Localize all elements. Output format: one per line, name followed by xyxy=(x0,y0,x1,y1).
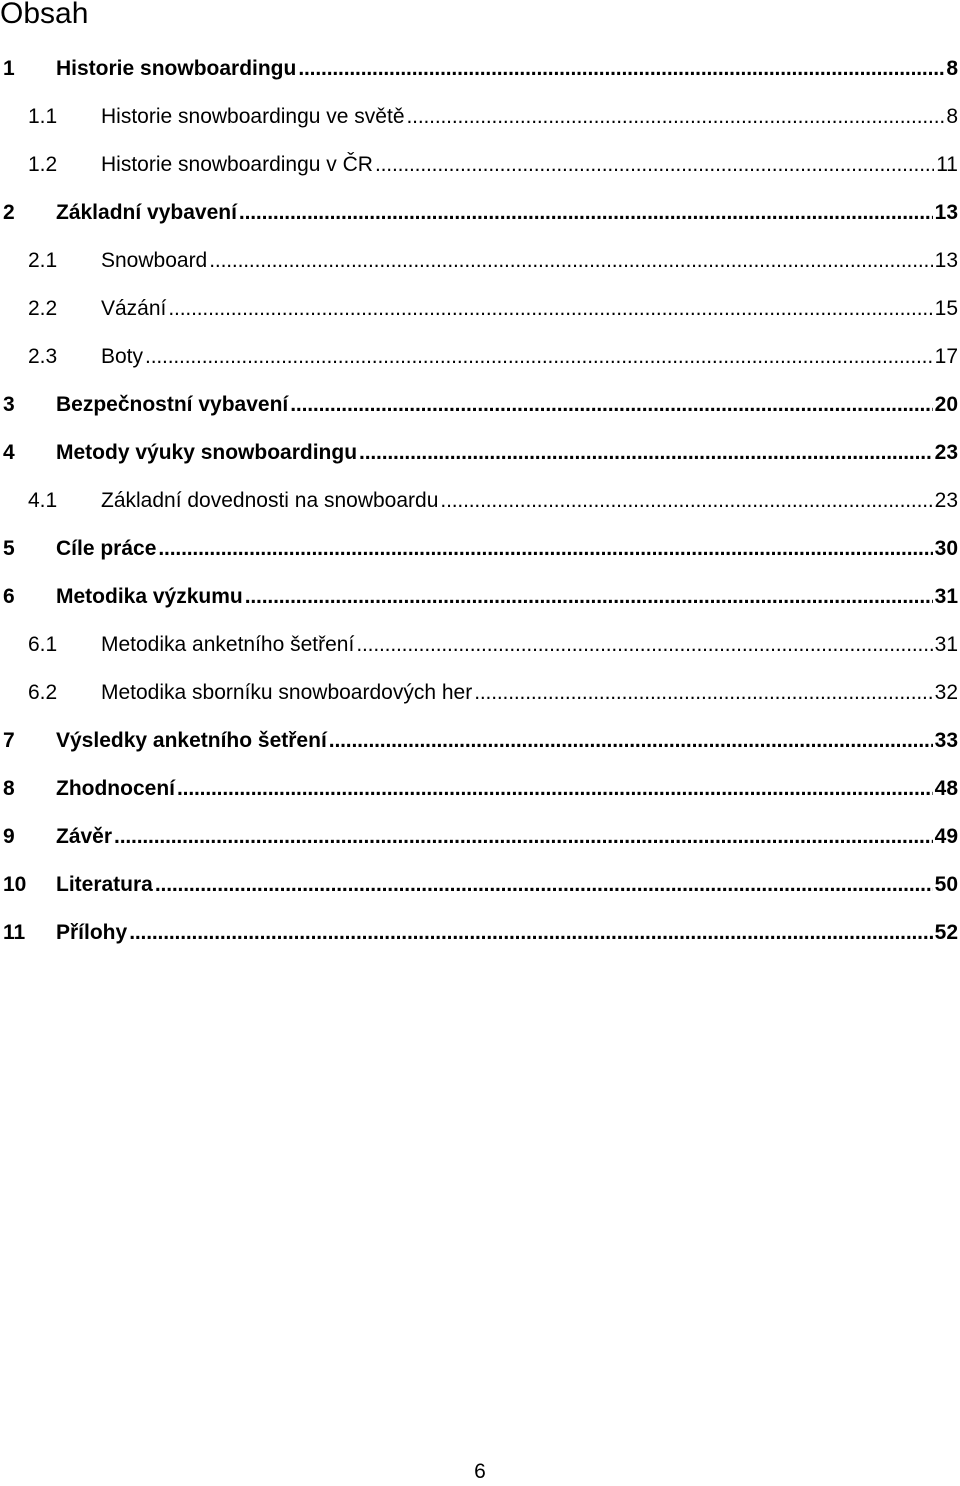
toc-dot-leader xyxy=(155,861,933,909)
toc-entry-page: 15 xyxy=(934,297,958,320)
toc-dot-leader xyxy=(145,333,933,381)
toc-entry-6[interactable] xyxy=(0,573,958,621)
toc-entry-number: 2 xyxy=(3,201,15,224)
toc-entry-title: Historie snowboardingu xyxy=(56,57,297,80)
toc-entry-page: 8 xyxy=(946,105,958,128)
toc-entry-page: 11 xyxy=(936,153,958,176)
toc-entry-title: Vázání xyxy=(101,297,167,320)
toc-entry-number: 2.1 xyxy=(28,249,58,272)
toc-entry-page: 20 xyxy=(934,393,958,416)
toc-dot-leader xyxy=(359,429,933,477)
toc-entry-title: Základní dovednosti na snowboardu xyxy=(101,489,439,512)
toc-entry-page: 31 xyxy=(934,585,958,608)
toc-entry-number: 1.1 xyxy=(28,105,58,128)
toc-dot-leader xyxy=(168,285,932,333)
table-of-contents xyxy=(0,45,960,957)
toc-entry-title: Cíle práce xyxy=(56,537,157,560)
toc-entry-1[interactable] xyxy=(0,45,958,93)
toc-entry-title: Metodika anketního šetření xyxy=(101,633,355,656)
toc-entry-number: 9 xyxy=(3,825,15,848)
toc-dot-leader xyxy=(114,813,933,861)
toc-entry-page: 49 xyxy=(934,825,958,848)
toc-dot-leader xyxy=(239,189,933,237)
toc-dot-leader xyxy=(407,93,945,141)
toc-entry-page: 30 xyxy=(934,537,958,560)
toc-entry-4[interactable] xyxy=(0,429,958,477)
toc-entry-8[interactable] xyxy=(0,765,958,813)
toc-entry-number: 6.1 xyxy=(28,633,58,656)
toc-entry-number: 6 xyxy=(3,585,15,608)
toc-dot-leader xyxy=(158,525,932,573)
toc-dot-leader xyxy=(474,669,932,717)
toc-entry-title: Snowboard xyxy=(101,249,208,272)
toc-entry-title: Závěr xyxy=(56,825,113,848)
toc-entry-11[interactable] xyxy=(0,909,958,957)
toc-entry-page: 17 xyxy=(934,345,958,368)
toc-entry-page: 31 xyxy=(934,633,958,656)
toc-entry-title: Výsledky anketního šetření xyxy=(56,729,327,752)
toc-entry-number: 4 xyxy=(3,441,15,464)
toc-entry-title: Literatura xyxy=(56,873,153,896)
toc-entry-page: 48 xyxy=(934,777,958,800)
toc-entry-number: 6.2 xyxy=(28,681,58,704)
toc-entry-title: Základní vybavení xyxy=(56,201,237,224)
toc-entry-number: 10 xyxy=(3,873,27,896)
toc-entry-title: Historie snowboardingu ve světě xyxy=(101,105,405,128)
toc-entry-title: Metody výuky snowboardingu xyxy=(56,441,358,464)
toc-entry-1-2[interactable] xyxy=(0,141,958,189)
toc-entry-2-1[interactable] xyxy=(0,237,958,285)
toc-entry-number: 4.1 xyxy=(28,489,58,512)
toc-entry-6-2[interactable] xyxy=(0,669,958,717)
toc-entry-title: Metodika výzkumu xyxy=(56,585,243,608)
toc-dot-leader xyxy=(375,141,934,189)
toc-entry-9[interactable] xyxy=(0,813,958,861)
toc-entry-1-1[interactable] xyxy=(0,93,958,141)
toc-dot-leader xyxy=(129,909,932,957)
toc-entry-title: Metodika sborníku snowboardových her xyxy=(101,681,473,704)
toc-entry-2[interactable] xyxy=(0,189,958,237)
toc-entry-4-1[interactable] xyxy=(0,477,958,525)
toc-entry-2-2[interactable] xyxy=(0,285,958,333)
toc-dot-leader xyxy=(245,573,933,621)
toc-dot-leader xyxy=(298,45,944,93)
toc-entry-page: 13 xyxy=(934,201,958,224)
toc-dot-leader xyxy=(329,717,933,765)
toc-entry-number: 1 xyxy=(3,57,15,80)
toc-dot-leader xyxy=(209,237,932,285)
toc-entry-7[interactable] xyxy=(0,717,958,765)
page-number: 6 xyxy=(474,1460,486,1483)
toc-entry-page: 23 xyxy=(934,441,958,464)
toc-entry-title: Bezpečnostní vybavení xyxy=(56,393,289,416)
toc-entry-page: 50 xyxy=(934,873,958,896)
toc-entry-5[interactable] xyxy=(0,525,958,573)
toc-entry-title: Zhodnocení xyxy=(56,777,175,800)
toc-entry-number: 5 xyxy=(3,537,15,560)
toc-entry-number: 2.3 xyxy=(28,345,58,368)
toc-dot-leader xyxy=(177,765,933,813)
toc-dot-leader xyxy=(290,381,932,429)
toc-title: Obsah xyxy=(0,0,89,30)
toc-entry-6-1[interactable] xyxy=(0,621,958,669)
toc-entry-page: 13 xyxy=(934,249,958,272)
toc-entry-2-3[interactable] xyxy=(0,333,958,381)
toc-entry-number: 11 xyxy=(3,921,26,944)
toc-entry-page: 33 xyxy=(934,729,958,752)
toc-entry-number: 2.2 xyxy=(28,297,58,320)
toc-entry-3[interactable] xyxy=(0,381,958,429)
toc-entry-10[interactable] xyxy=(0,861,958,909)
toc-entry-title: Přílohy xyxy=(56,921,128,944)
toc-entry-page: 32 xyxy=(934,681,958,704)
toc-entry-number: 8 xyxy=(3,777,15,800)
toc-entry-number: 7 xyxy=(3,729,15,752)
toc-entry-page: 23 xyxy=(934,489,958,512)
toc-entry-title: Historie snowboardingu v ČR xyxy=(101,153,373,176)
toc-entry-number: 1.2 xyxy=(28,153,58,176)
toc-entry-page: 8 xyxy=(946,57,958,80)
toc-dot-leader xyxy=(356,621,932,669)
toc-entry-number: 3 xyxy=(3,393,15,416)
toc-dot-leader xyxy=(440,477,932,525)
toc-entry-page: 52 xyxy=(934,921,958,944)
toc-entry-title: Boty xyxy=(101,345,144,368)
